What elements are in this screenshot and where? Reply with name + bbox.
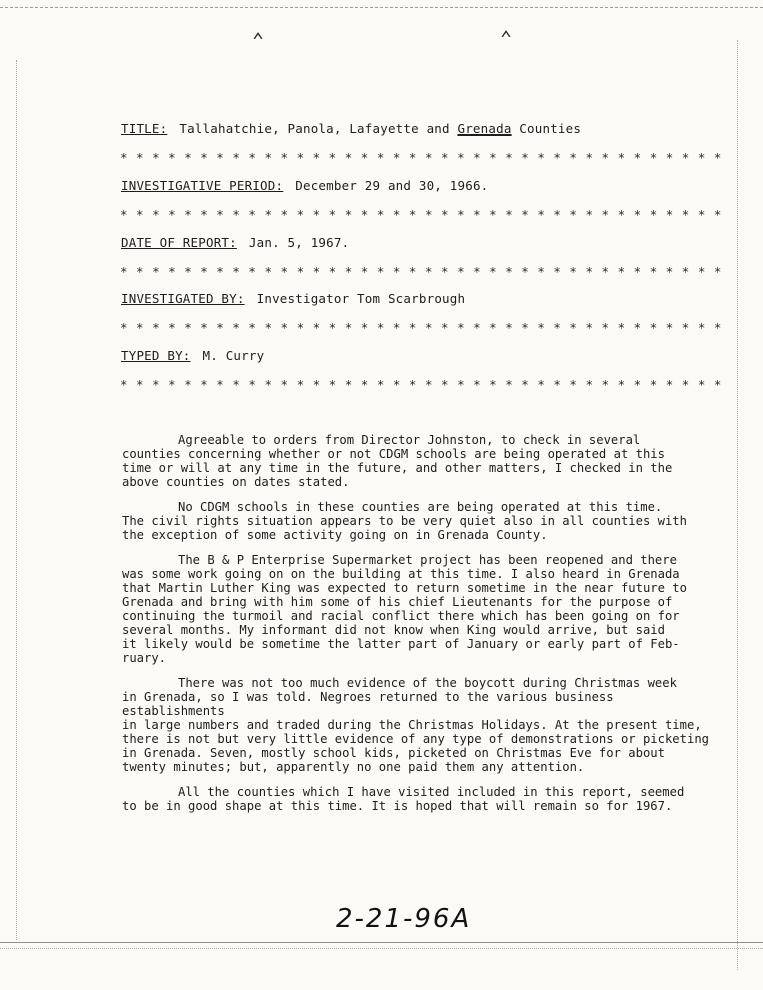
title-label: TITLE:	[121, 121, 168, 136]
separator-line: * * * * * * * * * * * * * * * * * * * * * * * * * * * * * * * * * * * * * *	[120, 377, 722, 392]
page-bottom-edge-dotted	[0, 948, 763, 950]
separator-line: * * * * * * * * * * * * * * * * * * * * * * * * * * * * * * * * * * * * * *	[120, 150, 722, 165]
typed-value: M. Curry	[202, 348, 265, 363]
investigated-value: Investigator Tom Scarbrough	[256, 291, 466, 306]
body-paragraph: The B & P Enterprise Supermarket project has been reopened and there was some work going on on the building at this time. I also heard in Grenada that Martin Luther King was expected to return sometime in the near future to Grenada and bring with him some of his chief Lieutenants for the purpose of continuing the turmoil and racial conflict there which has been going on for several months. My informant did not know when King would arrive, but said it likely would be sometime the latter part of January or early part of Feb- ruary.	[122, 553, 687, 665]
caret-mark-icon: ⌃	[500, 26, 513, 50]
body-paragraph: There was not too much evidence of the boycott during Christmas week in Grenada, so I was told. Negroes returned to the various business establishments in large numbers and traded during the Christmas Holidays. At the present time, there is not but very little evidence of any type of demonstrations or picketing in Grenada. Seven, mostly school kids, picketed on Christmas Eve for about twenty minutes; but, apparently no one paid them any attention.	[122, 676, 709, 774]
title-line	[121, 121, 581, 136]
typed-line	[121, 348, 264, 363]
title-value	[179, 121, 581, 136]
period-line	[121, 178, 488, 193]
investigated-label: INVESTIGATED BY:	[121, 291, 245, 306]
period-label: INVESTIGATIVE PERIOD:	[121, 178, 284, 193]
separator-line: * * * * * * * * * * * * * * * * * * * * * * * * * * * * * * * * * * * * * *	[120, 320, 722, 335]
report-body	[122, 433, 712, 824]
body-paragraph: Agreeable to orders from Director Johnston, to check in several counties concerning whether or not CDGM schools are being operated at this time or will at any time in the future, and other matters, I checked in the above counties on dates stated.	[122, 433, 673, 489]
page-top-edge	[0, 0, 763, 8]
report-date-value: Jan. 5, 1967.	[248, 235, 350, 250]
investigated-line	[121, 291, 465, 306]
body-paragraph: No CDGM schools in these counties are being operated at this time. The civil rights situation appears to be very quiet also in all counties with the exception of some activity going on in Grenada County.	[122, 500, 687, 542]
title-value-prefix: Tallahatchie, Panola, Lafayette and	[179, 121, 458, 136]
page-right-margin-line	[737, 40, 740, 970]
body-paragraph: All the counties which I have visited included in this report, seemed to be in good shape at this time. It is hoped that will remain so for 1967.	[122, 785, 685, 813]
separator-line: * * * * * * * * * * * * * * * * * * * * * * * * * * * * * * * * * * * * * *	[120, 207, 722, 222]
caret-mark-icon: ⌃	[252, 28, 265, 52]
page-bottom-edge	[0, 942, 763, 944]
period-value: December 29 and 30, 1966.	[295, 178, 489, 193]
title-value-suffix: Counties	[511, 121, 582, 136]
handwritten-document-number: 2-21-96A	[336, 904, 472, 934]
report-date-label: DATE OF REPORT:	[121, 235, 237, 250]
report-date-line	[121, 235, 349, 250]
typed-label: TYPED BY:	[121, 348, 191, 363]
page-left-margin-line	[16, 60, 19, 940]
title-value-underlined: Grenada	[457, 121, 512, 136]
separator-line: * * * * * * * * * * * * * * * * * * * * * * * * * * * * * * * * * * * * * *	[120, 264, 722, 279]
